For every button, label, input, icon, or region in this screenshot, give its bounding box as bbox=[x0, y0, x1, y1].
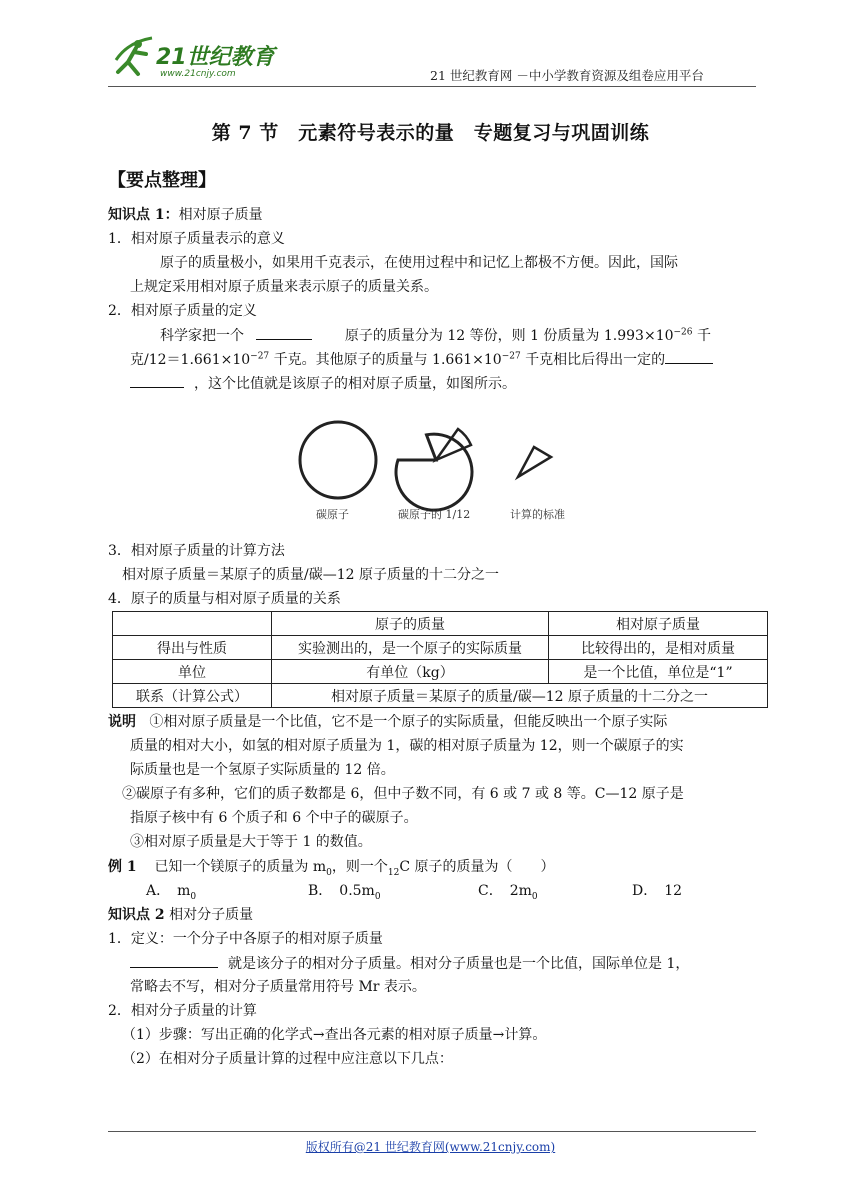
logo-text: 21世纪教育 bbox=[156, 45, 275, 70]
kp1-item1: 1．相对原子质量表示的意义 bbox=[108, 231, 285, 247]
table-cell: 是一个比值，单位是“1” bbox=[549, 660, 768, 684]
option-b[interactable] bbox=[308, 881, 381, 901]
mass-comparison-table bbox=[112, 611, 768, 708]
example1-question bbox=[108, 857, 555, 877]
subscript: 0 bbox=[190, 891, 197, 902]
exponent-3: −27 bbox=[501, 351, 521, 362]
kp1-heading-label: 知识点 1： bbox=[108, 207, 179, 223]
example-text: C 原子的质量为（ ） bbox=[399, 859, 555, 875]
definition-text-e: 千克。其他原子的质量与 1.661×10 bbox=[273, 352, 502, 368]
table-row bbox=[113, 636, 768, 660]
example-text: ，则一个 bbox=[331, 859, 388, 875]
footer-copyright-link[interactable]: 版权所有@21 世纪教育网(www.21cnjy.com) bbox=[305, 1140, 556, 1154]
note-p1c: 际质量也是一个氢原子实际质量的 12 倍。 bbox=[130, 762, 395, 778]
runner-logo-icon bbox=[108, 32, 288, 82]
definition-text-f: 千克相比后得出一定的 bbox=[525, 352, 666, 368]
example-text: 已知一个镁原子的质量为 m bbox=[154, 859, 327, 875]
kp2-heading bbox=[108, 905, 253, 925]
carbon-atom-circle bbox=[300, 422, 376, 498]
option-d-text: D． 12 bbox=[632, 883, 683, 899]
option-c-text: C． 2m bbox=[478, 883, 532, 899]
table-cell: 联系（计算公式） bbox=[113, 684, 272, 708]
table-header-cell: 原子的质量 bbox=[272, 612, 549, 636]
table-cell: 有单位（kg） bbox=[272, 660, 549, 684]
kp2-step2: （2）在相对分子质量计算的过程中应注意以下几点： bbox=[122, 1051, 453, 1067]
note-p1b: 质量的相对大小，如氢的相对原子质量为 1，碳的相对原子质量为 12，则一个碳原子的实 bbox=[130, 738, 684, 754]
subscript: 0 bbox=[531, 891, 538, 902]
example-label: 例 1 bbox=[108, 859, 137, 875]
kp1-item1-text1: 原子的质量极小，如果用千克表示，在使用过程中和记忆上都极不方便。因此，国际 bbox=[160, 255, 678, 271]
definition-text-d: 克/12＝1.661×10 bbox=[130, 352, 251, 368]
note-p2b: 指原子核中有 6 个质子和 6 个中子的碳原子。 bbox=[130, 810, 418, 826]
blank-2a[interactable] bbox=[665, 349, 713, 364]
kp1-heading bbox=[108, 205, 263, 225]
subscript: 12 bbox=[387, 867, 400, 878]
definition-text-a: 科学家把一个 bbox=[160, 328, 244, 344]
exponent-2: −27 bbox=[250, 351, 270, 362]
kp1-item2-line3 bbox=[130, 373, 516, 394]
option-d[interactable] bbox=[632, 881, 682, 901]
option-a[interactable] bbox=[146, 881, 196, 901]
note-label: 说明 bbox=[108, 714, 136, 730]
section-heading: 【要点整理】 bbox=[108, 170, 216, 191]
kp2-step1: （1）步骤：写出正确的化学式→查出各元素的相对原子质量→计算。 bbox=[122, 1027, 547, 1043]
table-cell: 相对原子质量＝某原子的质量/碳—12 原子质量的十二分之一 bbox=[272, 684, 768, 708]
kp1-item2-line2 bbox=[130, 349, 713, 370]
kp1-item3-text: 相对原子质量＝某原子的质量/碳—12 原子质量的十二分之一 bbox=[122, 567, 499, 583]
site-logo bbox=[108, 32, 288, 82]
blank-3[interactable] bbox=[130, 953, 218, 968]
logo-url: www.21cnjy.com bbox=[160, 69, 236, 79]
kp2-heading-text: 相对分子质量 bbox=[169, 907, 254, 923]
table-header-cell: 相对原子质量 bbox=[549, 612, 768, 636]
kp1-item4: 4．原子的质量与相对原子质量的关系 bbox=[108, 591, 341, 607]
subscript: 0 bbox=[326, 867, 332, 878]
fig-label-twelfth: 碳原子的 1/12 bbox=[398, 508, 471, 521]
subscript: 0 bbox=[374, 891, 381, 902]
footer-divider bbox=[108, 1131, 756, 1132]
carbon-atom-diagram bbox=[296, 405, 586, 530]
fig-label-carbon: 碳原子 bbox=[316, 508, 349, 521]
table-header-row bbox=[113, 612, 768, 636]
option-a-text: A． m bbox=[146, 883, 191, 899]
option-c[interactable] bbox=[478, 881, 538, 901]
table-cell: 比较得出的，是相对质量 bbox=[549, 636, 768, 660]
kp1-item1-text2: 上规定采用相对原子质量来表示原子的质量关系。 bbox=[130, 279, 438, 295]
site-tagline: 21 世纪教育网 －中小学教育资源及组卷应用平台 bbox=[430, 68, 704, 83]
table-row bbox=[113, 684, 768, 708]
definition-text-g: ，这个比值就是该原子的相对原子质量，如图所示。 bbox=[194, 376, 516, 392]
note-p2a: ②碳原子有多种，它们的质子数都是 6，但中子数不同，有 6 或 7 或 8 等。C—12 原子是 bbox=[122, 786, 684, 802]
exponent-1: −26 bbox=[673, 327, 693, 338]
kp1-item2: 2．相对原子质量的定义 bbox=[108, 303, 257, 319]
fig-label-standard: 计算的标准 bbox=[510, 508, 565, 521]
option-b-text: B． 0.5m bbox=[308, 883, 375, 899]
table-cell: 实验测出的，是一个原子的实际质量 bbox=[272, 636, 549, 660]
kp2-text: 就是该分子的相对分子质量。相对分子质量也是一个比值，国际单位是 1， bbox=[228, 956, 690, 972]
definition-text-b: 原子的质量分为 12 等份，则 1 份质量为 1.993×10 bbox=[344, 328, 674, 344]
kp2-item1-line1 bbox=[130, 953, 689, 974]
table-cell: 单位 bbox=[113, 660, 272, 684]
kp2-item2: 2．相对分子质量的计算 bbox=[108, 1003, 257, 1019]
note-text: ①相对原子质量是一个比值，它不是一个原子的实际质量，但能反映出一个原子实际 bbox=[149, 714, 668, 730]
note-p1a bbox=[108, 712, 667, 732]
table-row bbox=[113, 660, 768, 684]
kp2-item1: 1．定义：一个分子中各原子的相对原子质量 bbox=[108, 931, 383, 947]
table-cell: 得出与性质 bbox=[113, 636, 272, 660]
kp1-item3: 3．相对原子质量的计算方法 bbox=[108, 543, 285, 559]
kp2-item1-text2: 常略去不写，相对分子质量常用符号 Mr 表示。 bbox=[130, 979, 426, 995]
carbon-atom-minus-twelfth bbox=[396, 434, 472, 510]
page-title: 第 7 节 元素符号表示的量 专题复习与巩固训练 bbox=[211, 122, 650, 144]
note-p3: ③相对原子质量是大于等于 1 的数值。 bbox=[130, 834, 372, 850]
header-divider bbox=[108, 86, 756, 87]
blank-1[interactable] bbox=[256, 325, 312, 340]
table-header-cell bbox=[113, 612, 272, 636]
kp1-heading-text: 相对原子质量 bbox=[178, 207, 263, 223]
definition-text-c: 千 bbox=[696, 328, 711, 344]
blank-2b[interactable] bbox=[130, 373, 184, 388]
kp2-heading-label: 知识点 2 bbox=[108, 907, 165, 923]
standard-slice bbox=[518, 447, 551, 477]
kp1-item2-line1 bbox=[160, 325, 711, 346]
